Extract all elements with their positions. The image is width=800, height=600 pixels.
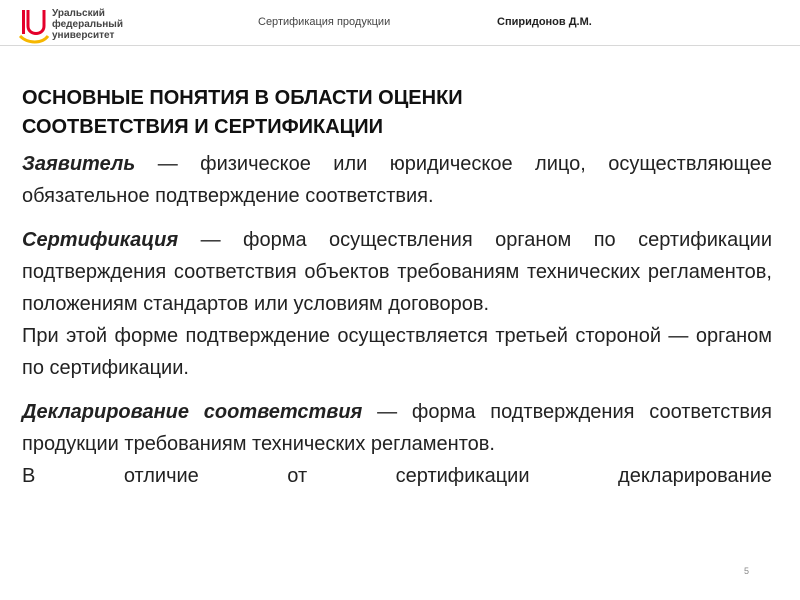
definition-note: При этой форме подтверждение осуществляется третьей стороной — органом по сертификации. — [22, 325, 772, 379]
definition-text: — форма осуществления органом по сертификации подтверждения соответствия объектов требованиям технических регламентов, положениям стандартов или условиям договоров. — [22, 229, 772, 315]
slide-title — [22, 84, 782, 142]
course-name: Сертификация продукции — [258, 16, 391, 28]
university-logo — [18, 6, 138, 44]
definition-text: — физическое или юридическое лицо, осуществляющее обязательное подтверждение соответствия. — [22, 153, 772, 207]
logo-line: федеральный — [52, 19, 123, 30]
definition-term: Сертификация — [22, 229, 179, 251]
definition-applicant — [22, 148, 772, 212]
author-name: Спиридонов Д.М. — [497, 16, 592, 28]
slide-body — [22, 148, 772, 492]
logo-line: университет — [52, 30, 115, 41]
definition-note: В отличие от сертификации декларирование — [22, 465, 772, 487]
title-line: СООТВЕТСТВИЯ И СЕРТИФИКАЦИИ — [22, 116, 384, 138]
definition-term: Декларирование соответствия — [22, 401, 363, 423]
logo-line: Уральский — [52, 8, 105, 19]
logo-text — [52, 8, 123, 41]
definition-declaration — [22, 396, 772, 460]
ural-logo-icon — [18, 6, 52, 44]
definition-text: — форма подтверждения соответствия продукции требованиям технических регламентов. — [22, 401, 772, 455]
definition-certification — [22, 224, 772, 320]
title-line: ОСНОВНЫЕ ПОНЯТИЯ В ОБЛАСТИ ОЦЕНКИ — [22, 87, 463, 109]
slide-header — [0, 0, 800, 46]
header-divider — [0, 45, 800, 46]
page-number: 5 — [744, 566, 750, 576]
definition-term: Заявитель — [22, 153, 136, 175]
